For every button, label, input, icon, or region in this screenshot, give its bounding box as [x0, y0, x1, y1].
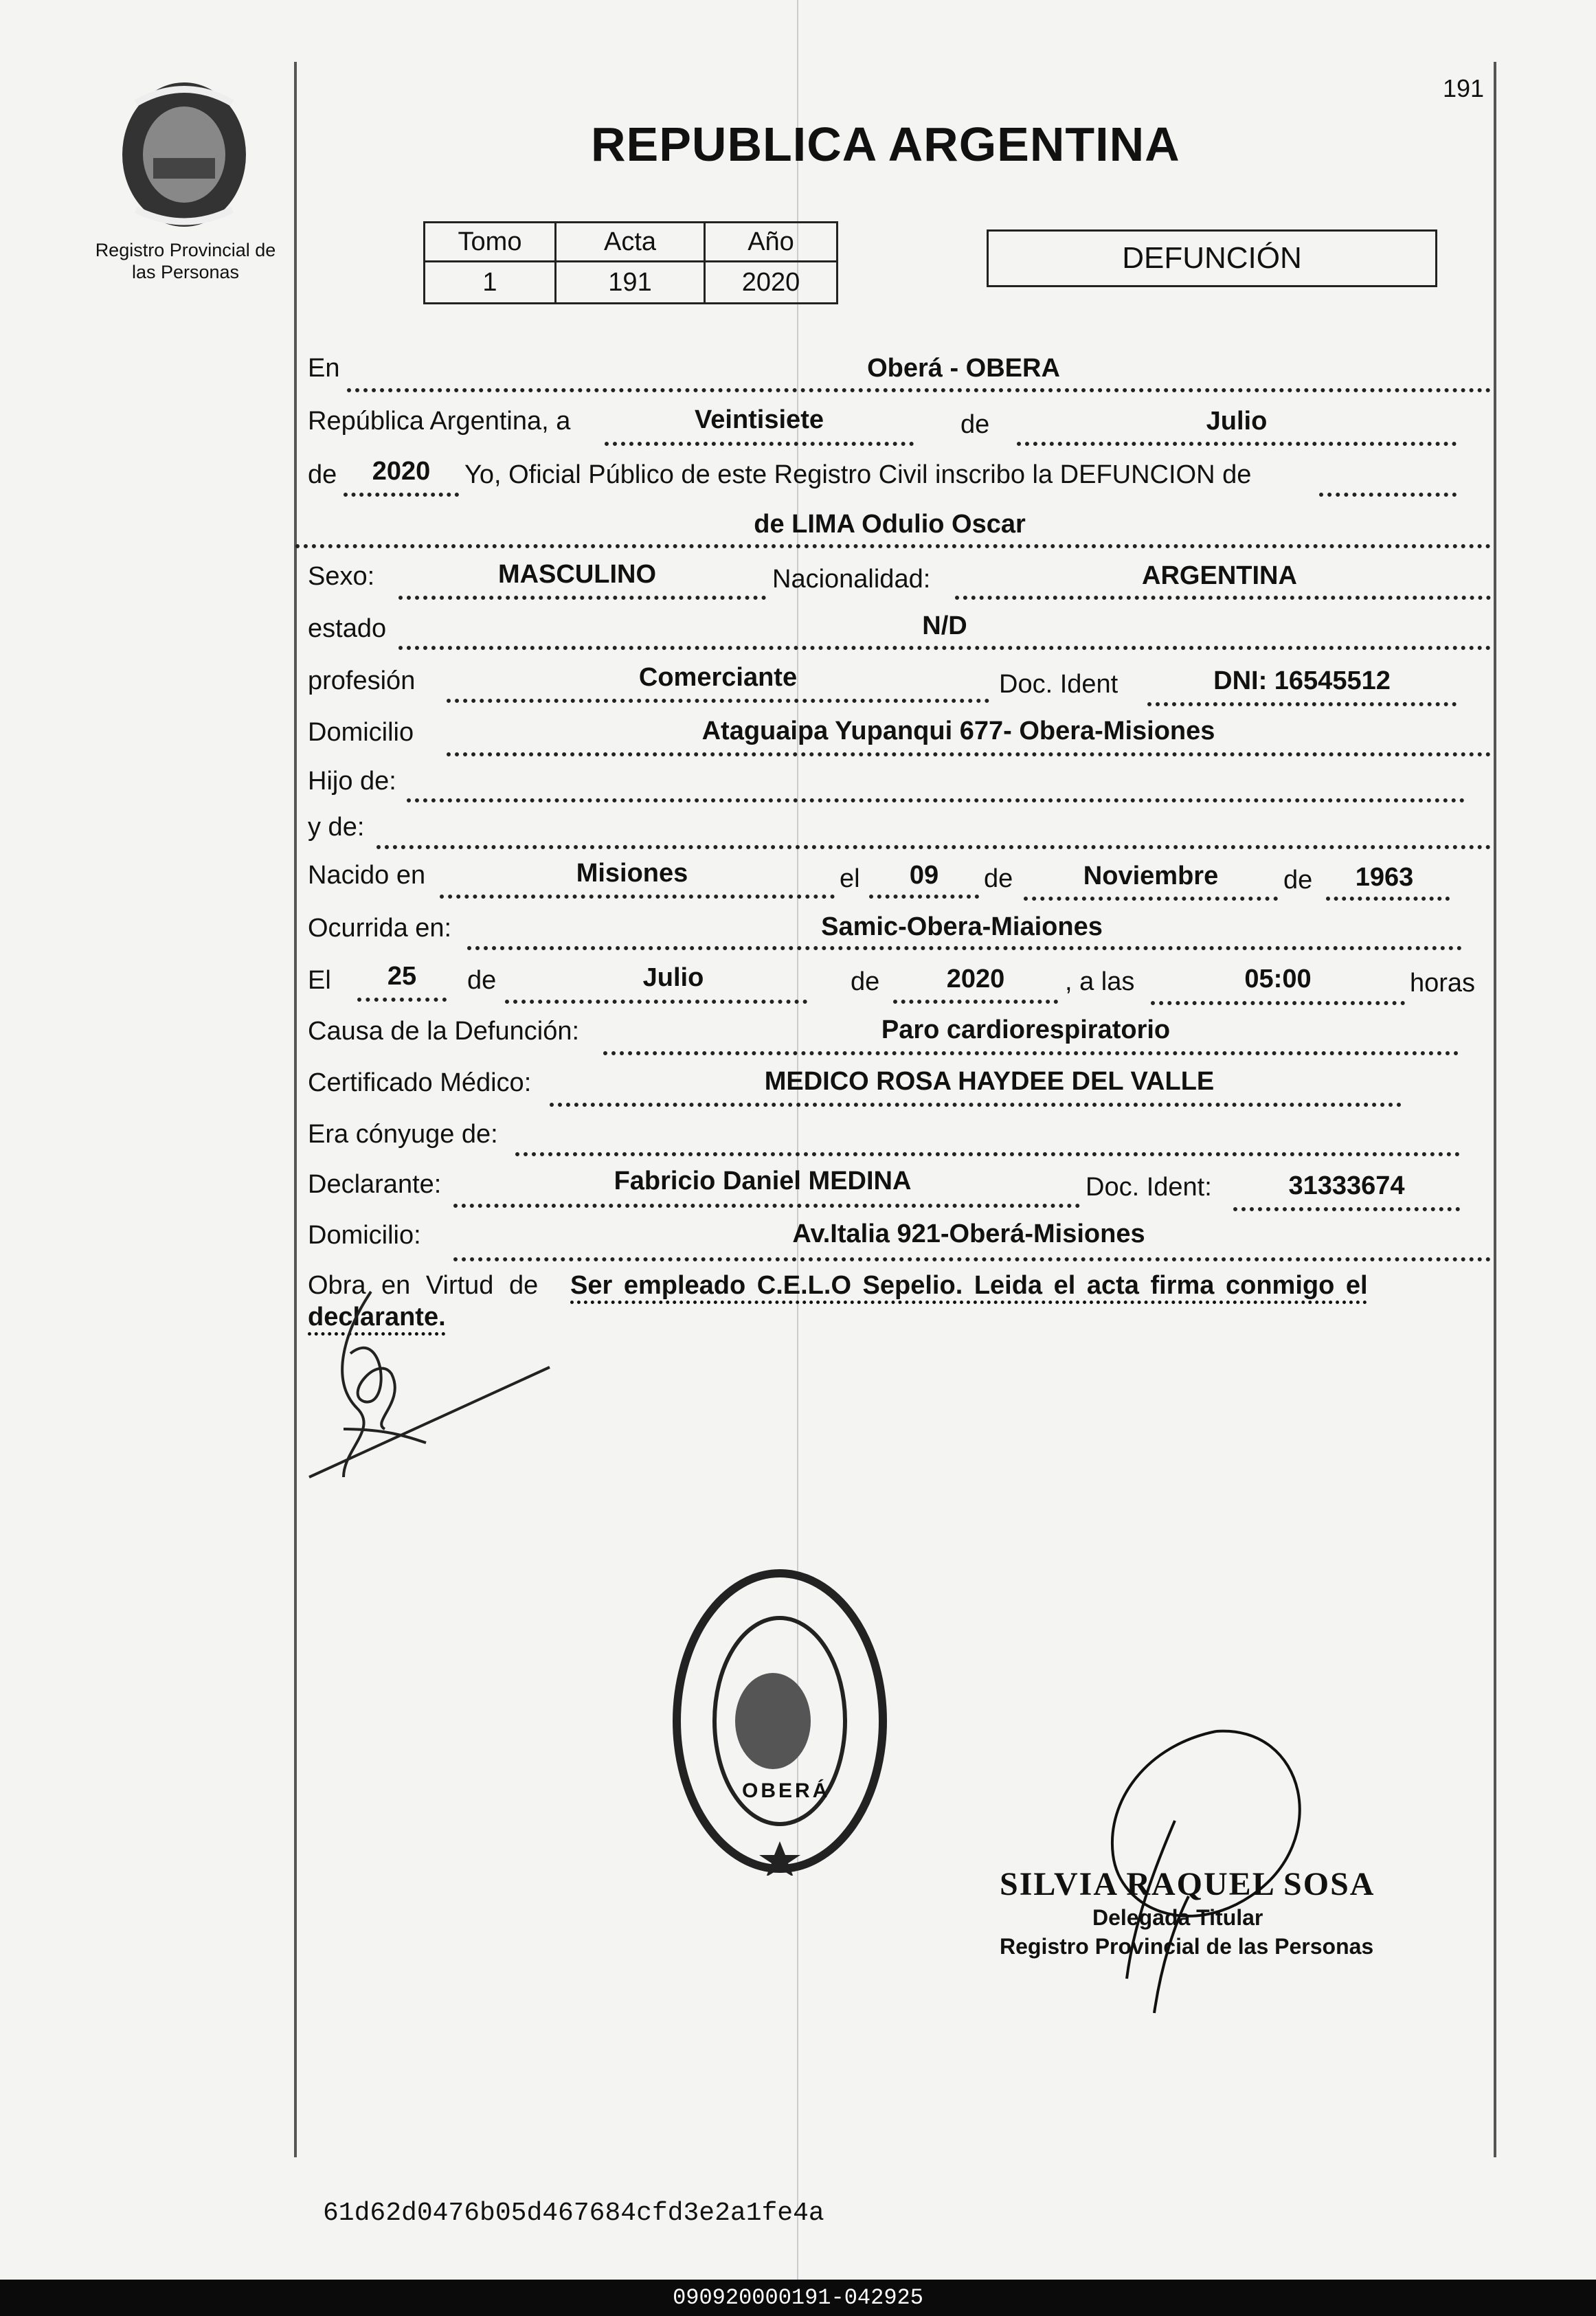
- deceased-line: [295, 544, 1491, 548]
- deceased-name: de LIMA Odulio Oscar: [754, 510, 1026, 539]
- birth-day-line: [869, 895, 979, 899]
- el2-label: El: [308, 966, 331, 995]
- signatory-office: Registro Provincial de las Personas: [1000, 1934, 1374, 1959]
- logo-caption-line2: las Personas: [131, 262, 240, 282]
- estado-line: [398, 646, 1491, 650]
- birth-month: Noviembre: [1083, 862, 1219, 890]
- de-label-6: de: [851, 967, 880, 996]
- birth-month-line: [1024, 897, 1278, 901]
- death-year-line: [893, 1000, 1058, 1004]
- certificado-label: Certificado Médico:: [308, 1068, 532, 1097]
- hijo-line: [407, 798, 1465, 802]
- nacido-line: [440, 895, 835, 899]
- de-label-5: de: [467, 966, 497, 995]
- yde-line: [376, 845, 1491, 849]
- obra-value-line2: declarante.: [308, 1303, 446, 1331]
- declarante-label: Declarante:: [308, 1170, 442, 1199]
- inscribo-line: [1319, 493, 1457, 497]
- ocurrida-value: Samic-Obera-Miaiones: [821, 912, 1103, 941]
- en-label: En: [308, 354, 340, 383]
- conyuge-line: [515, 1152, 1460, 1156]
- domicilio-value: Ataguaipa Yupanqui 677- Obera-Misiones: [701, 717, 1215, 745]
- docident-value: DNI: 16545512: [1213, 666, 1391, 695]
- causa-label: Causa de la Defunción:: [308, 1017, 580, 1046]
- death-month: Julio: [642, 963, 704, 992]
- barcode-bar: 090920000191-042925: [0, 2280, 1596, 2316]
- decl-doc-line: [1233, 1207, 1460, 1211]
- nacido-value: Misiones: [576, 859, 688, 888]
- table-header-ano: Año: [704, 221, 838, 262]
- document-hash: 61d62d0476b05d467684cfd3e2a1fe4a: [323, 2199, 824, 2228]
- sexo-value: MASCULINO: [497, 560, 657, 589]
- page-number: 191: [1443, 74, 1485, 102]
- death-day-line: [357, 998, 447, 1002]
- death-year: 2020: [946, 965, 1005, 993]
- inscribo-text: Yo, Oficial Público de este Registro Civil inscribo la DEFUNCION de: [464, 460, 1252, 489]
- ocurrida-label: Ocurrida en:: [308, 914, 452, 943]
- obra-label: Obra en Virtud de: [308, 1271, 539, 1300]
- fold-line: [797, 0, 798, 2280]
- logo-caption: [82, 239, 289, 283]
- de-label-2: de: [308, 460, 337, 489]
- profesion-label: profesión: [308, 666, 416, 695]
- en-line: [347, 388, 1491, 392]
- de-label-3: de: [984, 864, 1013, 893]
- signatory-name: SILVIA RAQUEL SOSA: [1000, 1866, 1375, 1902]
- birth-year: 1963: [1355, 863, 1414, 892]
- certificado-value: MEDICO ROSA HAYDEE DEL VALLE: [764, 1067, 1215, 1096]
- declarant-signature: [302, 1271, 563, 1491]
- nacido-label: Nacido en: [308, 861, 426, 890]
- nacionalidad-label: Nacionalidad:: [772, 565, 931, 594]
- domicilio2-value: Av.Italia 921-Oberá-Misiones: [792, 1219, 1145, 1248]
- death-month-line: [505, 1000, 807, 1004]
- sexo-line: [398, 596, 766, 600]
- year-value: 2020: [372, 457, 431, 486]
- sexo-label: Sexo:: [308, 562, 375, 591]
- birth-day: 09: [909, 861, 939, 890]
- obra-value-line1: Ser empleado C.E.L.O Sepelio. Leida el acta firma conmigo el: [570, 1271, 1368, 1300]
- domicilio2-label: Domicilio:: [308, 1221, 421, 1250]
- domicilio2-line: [453, 1257, 1491, 1261]
- conyuge-label: Era cónyuge de:: [308, 1120, 498, 1149]
- docident-line: [1147, 702, 1457, 706]
- republica-label: República Argentina, a: [308, 407, 571, 436]
- logo-caption-line1: Registro Provincial de: [95, 240, 276, 260]
- alas-label: , a las: [1065, 967, 1135, 996]
- table-value-tomo: 1: [423, 260, 557, 304]
- left-margin-line: [294, 62, 297, 2157]
- horas-label: horas: [1410, 969, 1476, 998]
- official-stamp: [670, 1566, 890, 1876]
- declarante-value: Fabricio Daniel MEDINA: [614, 1167, 912, 1195]
- yde-label: y de:: [308, 813, 365, 842]
- year-line: [344, 493, 459, 497]
- stamp-city: OBERÁ: [742, 1779, 831, 1802]
- month-line: [1017, 442, 1457, 446]
- decl-doc-label: Doc. Ident:: [1086, 1173, 1212, 1202]
- estado-value: N/D: [922, 611, 967, 640]
- table-value-acta: 191: [554, 260, 706, 304]
- death-time-line: [1151, 1001, 1405, 1005]
- estado-label: estado: [308, 614, 387, 643]
- declarante-line: [453, 1204, 1080, 1208]
- causa-line: [603, 1051, 1459, 1055]
- month-value: Julio: [1206, 407, 1268, 436]
- domicilio-label: Domicilio: [308, 718, 414, 747]
- certificado-line: [550, 1103, 1402, 1107]
- death-day: 25: [387, 962, 417, 991]
- signatory-role: Delegada Titular: [1092, 1905, 1263, 1930]
- de-label-1: de: [960, 410, 990, 439]
- el-label: el: [840, 864, 860, 893]
- ocurrida-line: [467, 946, 1462, 950]
- causa-value: Paro cardiorespiratorio: [881, 1015, 1171, 1044]
- domicilio-line: [447, 752, 1491, 756]
- day-words: Veintisiete: [695, 405, 824, 434]
- table-header-tomo: Tomo: [423, 221, 557, 262]
- birth-year-line: [1326, 897, 1450, 901]
- page-title: REPUBLICA ARGENTINA: [591, 117, 1180, 171]
- table-value-ano: 2020: [704, 260, 838, 304]
- province-logo: [115, 76, 253, 234]
- decl-doc-value: 31333674: [1288, 1171, 1405, 1200]
- nacionalidad-value: ARGENTINA: [1142, 561, 1297, 590]
- document-type-box: DEFUNCIÓN: [987, 229, 1437, 287]
- day-line: [605, 442, 914, 446]
- hijo-label: Hijo de:: [308, 767, 396, 796]
- docident-label: Doc. Ident: [999, 670, 1119, 699]
- de-label-4: de: [1283, 866, 1313, 895]
- nacionalidad-line: [955, 596, 1491, 600]
- death-time: 05:00: [1244, 965, 1312, 993]
- table-header-acta: Acta: [554, 221, 706, 262]
- en-value: Oberá - OBERA: [867, 354, 1060, 383]
- profesion-value: Comerciante: [638, 663, 798, 692]
- profesion-line: [447, 699, 989, 703]
